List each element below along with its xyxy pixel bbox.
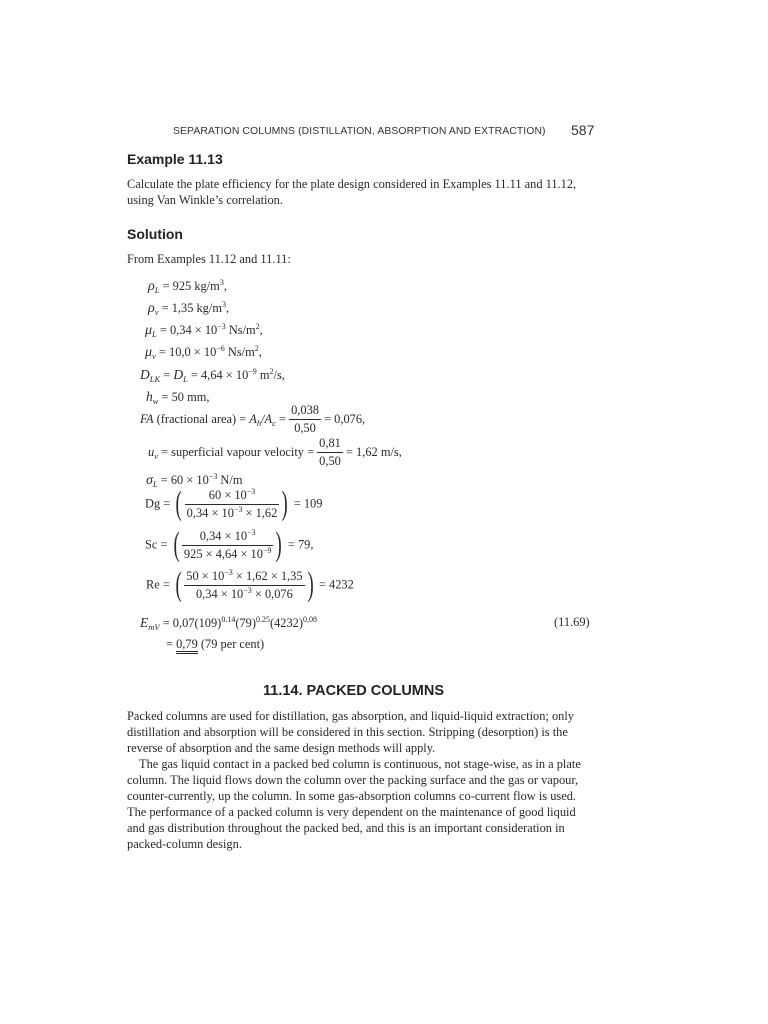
eq-fractional-area: FA (fractional area) = $A_h/A_c$ = $\frac{0,038}{0,50}$ = 0,076,: [140, 403, 366, 435]
example-heading: Example 11.13: [127, 151, 223, 167]
solution-intro: From Examples 11.12 and 11.11:: [127, 252, 291, 266]
eq-surface-tension: $\sigma_L = 60 \times 10^{-3}$ N/m: [146, 472, 243, 489]
eq-re: Re = ( $\frac{50 \times 10^{-3} \times 1,62 \times 1,35}{0,34 \times 10^{-3} \times 0,076}$ ) = 4232: [146, 566, 354, 603]
eq-plate-efficiency: $E_{mV} = 0,07(109)^{0.14}(79)^{0.25}(4232)^{0,08}$: [140, 615, 318, 632]
section-paragraph-1: Packed columns are used for distillation, gas absorption, and liquid-liquid extraction; only distillation and absorption will be considered in this section. Stripping (desorption) is the reverse of absorption and the same design methods will apply.: [127, 709, 575, 755]
running-header: SEPARATION COLUMNS (DISTILLATION, ABSORPTION AND EXTRACTION): [173, 126, 546, 137]
eq-rho-vapour: $\rho_v = 1,35$ $kg/m^3$,: [148, 300, 230, 317]
solution-heading: Solution: [127, 226, 183, 242]
section-paragraph-2: The gas liquid contact in a packed bed column is continuous, not stage-wise, as in a plate column. The liquid flows down the column over the packing surface and the gas or vapour, counter-currently, up the column. In some gas-absorption columns co-current flow is used. The performance of a packed column is very dependent on the maintenance of good liquid and gas distribution throughout the packed bed, and this is an important consideration in packed-column design.: [127, 757, 581, 851]
equation-number: (11.69): [554, 615, 590, 629]
eq-mu-vapour: $\mu_v = 10,0 \times 10^{-6}$ $Ns/m^2$,: [145, 344, 262, 361]
section-title: 11.14. PACKED COLUMNS: [263, 683, 445, 699]
eq-vapour-velocity: $u_v$ = superficial vapour velocity = $\frac{0,81}{0,50}$ = 1,62 m/s,: [148, 436, 402, 468]
final-value: 0,79: [176, 637, 198, 654]
eq-mu-liquid: $\mu_L = 0,34 \times 10^{-3}$ $Ns/m^2$,: [145, 322, 263, 339]
eq-sc: Sc = ( $\frac{0,34 \times 10^{-3}}{925 \times 4,64 \times 10^{-9}}$ ) = 79,: [145, 526, 314, 563]
page-number: 587: [571, 122, 595, 138]
eq-diffusivity: $D_{LK} = D_L = 4,64 \times 10^{-9}$ $m^2/s$,: [140, 367, 285, 384]
eq-weir-height: $h_w = 50$ mm,: [146, 389, 210, 406]
example-text: Calculate the plate efficiency for the plate design considered in Examples 11.11 and 11.12, using Van Winkle’s correlation.: [127, 177, 577, 207]
eq-rho-liquid: $\rho_L = 925$ $kg/m^3$,: [148, 278, 227, 295]
eq-dg: Dg = ( $\frac{60 \times 10^{-3}}{0,34 \times 10^{-3} \times 1,62}$ ) = 109: [145, 485, 323, 522]
eq-final-result: = 0,79 (79 per cent): [166, 637, 264, 652]
